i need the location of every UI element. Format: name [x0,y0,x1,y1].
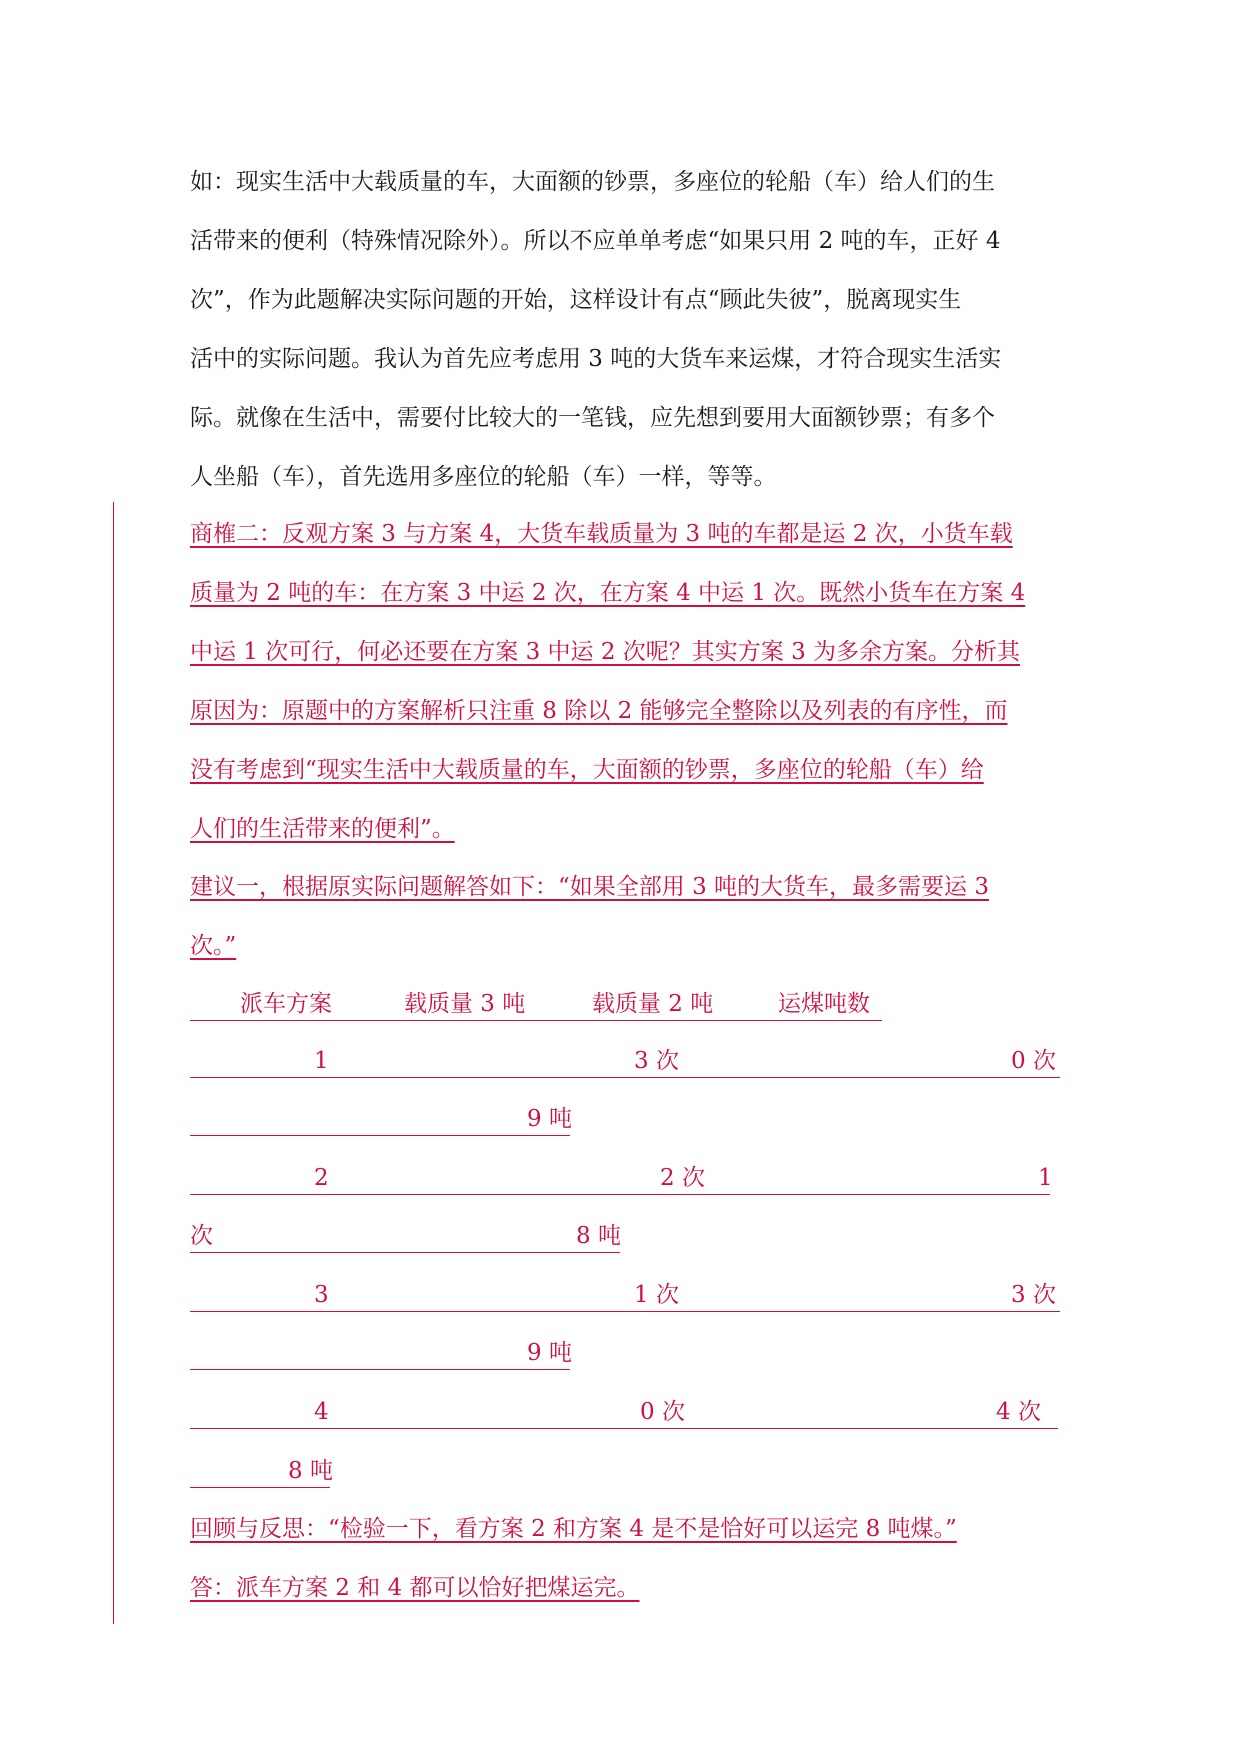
row1-small: 0 次 [1011,1048,1056,1074]
table-row-underline [190,1369,570,1370]
row1-tons: 9 吨 [527,1106,572,1132]
table-row-underline [190,1135,570,1136]
table-header-2t: 载质量 2 吨 [592,991,714,1017]
discussion2-line: 商榷二：反观方案 3 与方案 4，大货车载质量为 3 吨的车都是运 2 次，小货车载 [190,521,1013,547]
row3-tons: 9 吨 [527,1340,572,1366]
discussion2-line: 质量为 2 吨的车：在方案 3 中运 2 次，在方案 4 中运 1 次。既然小货车在方案 4 [190,580,1026,606]
review-answer: 答：派车方案 2 和 4 都可以恰好把煤运完。 [190,1575,640,1601]
suggestion1-line: 次。” [190,933,237,959]
row3-plan: 3 [314,1282,329,1308]
paragraph1-line: 活带来的便利（特殊情况除外）。所以不应单单考虑“如果只用 2 吨的车，正好 4 [190,228,1001,254]
paragraph1-line: 活中的实际问题。我认为首先应考虑用 3 吨的大货车来运煤，才符合现实生活实 [190,346,1002,372]
table-row-underline [190,1252,620,1253]
row3-small: 3 次 [1011,1282,1056,1308]
row4-small: 4 次 [996,1399,1041,1425]
row4-tons: 8 吨 [288,1458,333,1484]
row2-small-cont: 次 [190,1223,213,1249]
row2-big: 2 次 [660,1165,705,1191]
row2-tons: 8 吨 [576,1223,621,1249]
table-header-tons: 运煤吨数 [778,991,870,1017]
table-header-3t: 载质量 3 吨 [404,991,526,1017]
revision-change-bar [113,502,114,1624]
discussion2-line: 没有考虑到“现实生活中大载质量的车，大面额的钞票，多座位的轮船（车）给 [190,757,984,783]
row3-big: 1 次 [634,1282,679,1308]
paragraph1-line: 际。就像在生活中，需要付比较大的一笔钱，应先想到要用大面额钞票；有多个 [190,405,995,431]
suggestion1-line: 建议一，根据原实际问题解答如下：“如果全部用 3 吨的大货车，最多需要运 3 [190,874,989,900]
paragraph1-line: 人坐船（车），首先选用多座位的轮船（车）一样，等等。 [190,464,777,490]
row4-plan: 4 [314,1399,329,1425]
discussion2-line: 人们的生活带来的便利”。 [190,816,455,842]
discussion2-line: 中运 1 次可行，何必还要在方案 3 中运 2 次呢？其实方案 3 为多余方案。分析其 [190,639,1021,665]
row4-big: 0 次 [640,1399,685,1425]
row1-big: 3 次 [634,1048,679,1074]
row1-plan: 1 [314,1048,329,1074]
paragraph1-line: 如：现实生活中大载质量的车，大面额的钞票，多座位的轮船（车）给人们的生 [190,169,995,195]
table-header-plan: 派车方案 [240,991,332,1017]
review-line: 回顾与反思：“检验一下，看方案 2 和方案 4 是不是恰好可以运完 8 吨煤。” [190,1516,957,1542]
row2-small: 1 [1038,1165,1053,1191]
row2-plan: 2 [314,1165,329,1191]
paragraph1-line: 次”，作为此题解决实际问题的开始，这样设计有点“顾此失彼”，脱离现实生 [190,287,962,313]
discussion2-line: 原因为：原题中的方案解析只注重 8 除以 2 能够完全整除以及列表的有序性，而 [190,698,1008,724]
